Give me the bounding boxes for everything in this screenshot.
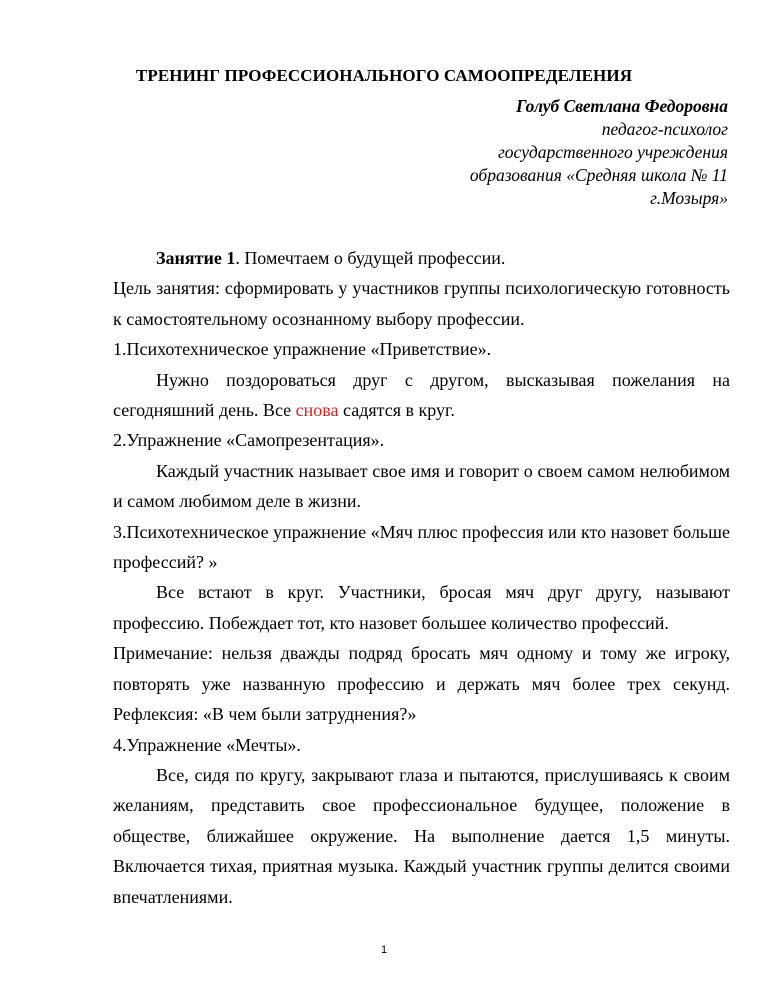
- lesson-label: Занятие 1: [156, 248, 236, 268]
- document-title: ТРЕНИНГ ПРОФЕССИОНАЛЬНОГО САМООПРЕДЕЛЕНИЯ: [135, 66, 633, 85]
- author-block: [470, 95, 728, 210]
- lesson-heading: [113, 243, 730, 273]
- lesson-title: . Помечтаем о будущей профессии.: [235, 248, 506, 268]
- exercise-2-text: Каждый участник называет свое имя и говорит о своем самом нелюбимом и самом любимом деле в жизни.: [113, 460, 730, 512]
- highlighted-word: снова: [295, 400, 339, 421]
- exercise-1-text: [113, 365, 730, 426]
- author-institution-line-2: образования «Средняя школа № 11: [469, 165, 728, 185]
- author-position: педагог-психолог: [601, 119, 728, 139]
- author-name: Голуб Светлана Федоровна: [515, 96, 728, 116]
- exercise-3-reflection: Рефлексия: «В чем были затруднения?»: [113, 704, 417, 725]
- exercise-1-text-start: Нужно поздороваться друг с другом, высказывая пожелания на сегодняшний день. Все: [113, 369, 730, 421]
- exercise-4-heading: 4.Упражнение «Мечты».: [113, 734, 301, 755]
- lesson-goal: Цель занятия: сформировать у участников группы психологическую готовность к самостоятельному осознанному выбору профессии.: [113, 278, 730, 329]
- exercise-3-note: Примечание: нельзя дважды подряд бросать мяч одному и тому же игроку, повторять уже названную профессию и держать мяч более трех секунд.: [113, 643, 730, 694]
- exercise-3-heading: 3.Психотехническое упражнение «Мяч плюс профессия или кто назовет больше профессий? »: [113, 521, 730, 573]
- exercise-1-text-end: садятся в круг.: [338, 400, 455, 421]
- page-number: 1: [380, 944, 388, 956]
- exercise-2-heading: 2.Упражнение «Самопрезентация».: [113, 430, 385, 451]
- document-body: [113, 243, 730, 912]
- author-institution-line-1: государственного учреждения: [497, 142, 728, 162]
- author-city: г.Мозыря»: [650, 188, 728, 208]
- exercise-1-heading: 1.Психотехническое упражнение «Приветствие».: [113, 339, 492, 360]
- exercise-4-text: Все, сидя по кругу, закрывают глаза и пытаются, прислушиваясь к своим желаниям, представить свое профессиональное будущее, положение в обществе, ближайшее окружение. На выполнение дается 1,5 минуты. Включается тихая, приятная музыка. Каждый участник группы делится своими впечатлениями.: [113, 764, 730, 907]
- exercise-3-text: Все встают в круг. Участники, бросая мяч друг другу, называют профессию. Побеждает тот, кто назовет большее количество профессий.: [113, 582, 730, 633]
